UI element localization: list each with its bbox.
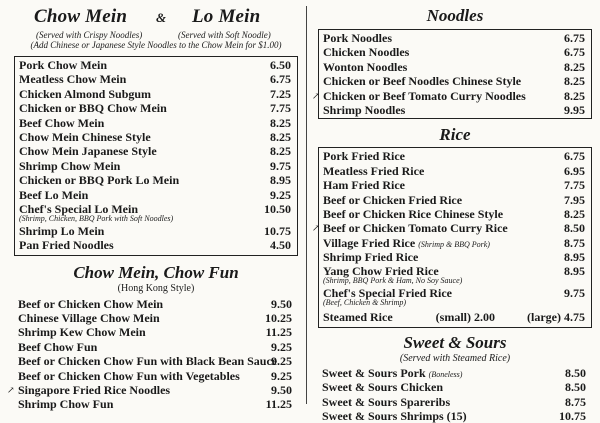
- item-price: 10.50: [264, 201, 291, 216]
- item-name-text: Sweet & Sours Chicken: [322, 380, 444, 395]
- menu-item: [15, 72, 297, 86]
- item-name-text: Beef or Chicken Rice Chinese Style: [323, 206, 504, 221]
- item-name: [19, 159, 120, 173]
- rice-list: [312, 149, 591, 308]
- item-name-text: Beef Chow Mein: [19, 115, 105, 130]
- rice-box: [312, 147, 592, 328]
- arrow-marker-icon: ↗: [312, 223, 320, 234]
- item-name: [18, 354, 277, 368]
- menu-item: [15, 101, 297, 115]
- item-subnote: (Beef, Chicken & Shrimp): [323, 298, 407, 308]
- sweet-sours-list: [318, 366, 592, 423]
- item-name-text: Beef or Chicken Chow Mein: [18, 296, 164, 311]
- item-price: 8.25: [564, 74, 585, 89]
- item-inline-note: (Boneless): [428, 369, 463, 379]
- item-name-text: Wonton Noodles: [323, 59, 408, 74]
- item-name-text: Shrimp Lo Mein: [19, 223, 105, 238]
- chow-mein-title: Chow Mein: [34, 6, 128, 27]
- column-divider: [306, 6, 307, 404]
- item-price: 8.25: [564, 88, 585, 103]
- menu-item: [319, 236, 591, 250]
- item-name-text: Pan Fried Noodles: [19, 238, 114, 253]
- item-name: [323, 45, 409, 59]
- item-name: [19, 130, 151, 144]
- item-name-text: Sweet & Sours Shrimps (15): [322, 409, 467, 423]
- item-price: 11.25: [265, 397, 292, 412]
- menu-item: [15, 238, 297, 252]
- item-name: [19, 144, 157, 158]
- item-name-text: Beef or Chicken Tomato Curry Rice: [323, 221, 508, 236]
- item-name: [323, 207, 503, 221]
- item-name: [19, 188, 88, 202]
- item-name-text: Chow Mein Japanese Style: [19, 144, 157, 159]
- item-price: 9.75: [270, 158, 291, 173]
- item-name: [18, 383, 170, 397]
- item-name: [323, 89, 526, 103]
- item-name-text: Village Fried Rice: [323, 235, 416, 250]
- item-name-text: Meatless Chow Mein: [19, 72, 127, 87]
- item-name-text: Chinese Village Chow Mein: [18, 311, 160, 326]
- item-name-text: Chef's Special Fried Rice: [323, 286, 452, 301]
- item-name-text: Beef Lo Mein: [19, 187, 89, 202]
- item-name: [19, 238, 114, 252]
- item-price: 8.50: [564, 221, 585, 236]
- right-column: [312, 0, 592, 423]
- item-price: 8.95: [270, 173, 291, 188]
- menu-item: [319, 60, 591, 74]
- chow-fun-subtitle: (Hong Kong Style): [117, 282, 195, 294]
- menu-item: [14, 340, 298, 354]
- item-price: 4.50: [270, 238, 291, 253]
- item-name-text: Singapore Fried Rice Noodles: [18, 383, 171, 398]
- item-name: [19, 101, 167, 115]
- item-name: [322, 395, 450, 409]
- lo-mein-title: Lo Mein: [192, 6, 261, 27]
- chow-fun-list: [7, 296, 298, 412]
- item-price: 8.95: [564, 250, 585, 265]
- item-price: 10.75: [559, 409, 586, 423]
- item-name-text: Chicken or BBQ Pork Lo Mein: [19, 173, 180, 188]
- item-inline-note: (Shrimp & BBQ Pork): [418, 239, 490, 249]
- item-price: 8.50: [565, 365, 586, 380]
- item-price: 7.75: [564, 178, 585, 193]
- menu-item: [312, 88, 591, 103]
- menu-item: [14, 325, 298, 339]
- item-name: [19, 224, 104, 238]
- item-price: 11.25: [265, 325, 292, 340]
- item-price: 8.25: [564, 59, 585, 74]
- item-name-text: Sweet & Sours Spareribs: [322, 394, 451, 409]
- menu-item: [319, 74, 591, 88]
- menu-item: [14, 369, 298, 383]
- item-name: [323, 60, 407, 74]
- item-price: 6.95: [564, 163, 585, 178]
- small-label: (small): [435, 310, 471, 325]
- sweet-sours-title: Sweet & Sours: [403, 332, 507, 352]
- menu-item: [318, 366, 592, 380]
- item-price: 6.75: [564, 31, 585, 45]
- item-price: 7.75: [270, 101, 291, 116]
- menu-item: [15, 87, 297, 101]
- item-name: [323, 103, 405, 117]
- item-name-text: Pork Chow Mein: [19, 58, 107, 72]
- item-name: [18, 340, 97, 354]
- item-price: 9.25: [271, 354, 292, 369]
- item-price: 8.25: [270, 115, 291, 130]
- item-name: [323, 193, 462, 207]
- menu-item: [15, 202, 297, 224]
- menu-item: [319, 178, 591, 192]
- item-price: 6.75: [564, 45, 585, 60]
- item-name: [323, 178, 405, 192]
- item-price: 9.75: [564, 286, 585, 301]
- item-name-text: Beef Chow Fun: [18, 339, 98, 354]
- left-column: [7, 0, 298, 412]
- item-name: [322, 409, 467, 423]
- item-price: 9.95: [564, 102, 585, 117]
- item-name-text: Shrimp Noodles: [323, 102, 406, 117]
- menu-item: [318, 395, 592, 409]
- item-name-text: Chicken Almond Subgum: [19, 86, 152, 101]
- item-name-text: Chicken or BBQ Chow Mein: [19, 101, 167, 116]
- item-name: [18, 325, 146, 339]
- item-name: [19, 173, 179, 187]
- menu-item: [319, 264, 591, 286]
- item-name: [18, 311, 160, 325]
- item-name-text: Pork Fried Rice: [323, 149, 405, 164]
- steamed-rice-name: Steamed Rice: [323, 310, 393, 325]
- chow-fun-title: Chow Mein, Chow Fun: [73, 262, 239, 282]
- steamed-rice-small: [436, 310, 495, 324]
- menu-item: [319, 45, 591, 59]
- item-name: [323, 149, 405, 163]
- item-name-text: Yang Chow Fried Rice: [323, 264, 439, 279]
- item-name: [323, 164, 424, 178]
- item-name: [323, 221, 508, 235]
- add-noodles-note: (Add Chinese or Japanese Style Noodles to the Chow Mein for $1.00): [30, 40, 282, 50]
- item-price: 10.25: [265, 311, 292, 326]
- item-price: 9.50: [271, 296, 292, 311]
- item-name: [323, 250, 418, 264]
- sweet-sours-subtitle: (Served with Steamed Rice): [399, 352, 511, 364]
- item-price: 9.25: [271, 339, 292, 354]
- menu-item: [319, 103, 591, 117]
- item-price: 7.25: [270, 86, 291, 101]
- item-name-text: Sweet & Sours Pork: [322, 365, 426, 380]
- ampersand: &: [156, 10, 167, 25]
- item-name-text: Chicken or Beef Noodles Chinese Style: [323, 74, 522, 89]
- chow-mein-note: (Served with Crispy Noodles): [36, 30, 143, 40]
- item-price: 6.75: [564, 149, 585, 164]
- menu-item: [15, 144, 297, 158]
- item-name-text: Meatless Fried Rice: [323, 163, 425, 178]
- menu-item: [14, 311, 298, 325]
- menu-item: [14, 297, 298, 311]
- small-price: 2.00: [474, 310, 495, 325]
- menu-item: [319, 149, 591, 163]
- menu-item: [319, 193, 591, 207]
- item-name-text: Shrimp Kew Chow Mein: [18, 325, 146, 340]
- item-name: [322, 380, 443, 394]
- item-name-text: Chicken Noodles: [323, 45, 410, 60]
- chow-mein-list: [14, 56, 298, 256]
- menu-item: [15, 188, 297, 202]
- item-price: 8.25: [270, 129, 291, 144]
- item-name: [323, 74, 521, 88]
- menu-item: [15, 130, 297, 144]
- item-subnote: (Shrimp, BBQ Pork & Ham, No Soy Sauce): [323, 276, 463, 286]
- menu-item: [14, 354, 298, 368]
- menu-item: [318, 380, 592, 394]
- item-price: 8.75: [565, 394, 586, 409]
- item-name-text: Chow Mein Chinese Style: [19, 129, 151, 144]
- item-name-text: Beef or Chicken Chow Fun with Black Bean Sauce: [18, 354, 278, 369]
- noodles-title: Noodles: [426, 6, 484, 25]
- steamed-rice-row: [319, 310, 591, 324]
- item-name-text: Shrimp Fried Rice: [323, 250, 419, 265]
- item-name-text: Pork Noodles: [323, 31, 392, 45]
- menu-item: [15, 159, 297, 173]
- item-price: 8.50: [565, 380, 586, 395]
- item-price: 9.50: [271, 383, 292, 398]
- noodles-list: [312, 29, 592, 119]
- large-price: 4.75: [564, 310, 585, 325]
- item-name-text: Chicken or Beef Tomato Curry Noodles: [323, 88, 526, 103]
- item-name: [18, 369, 240, 383]
- rice-title: Rice: [439, 125, 471, 145]
- menu-item: [319, 207, 591, 221]
- item-subnote: (Shrimp, Chicken, BBQ Pork with Soft Noodles): [19, 213, 174, 223]
- item-name: [19, 87, 151, 101]
- item-name: [19, 116, 104, 130]
- item-price: 6.50: [270, 58, 291, 72]
- menu-item: [318, 409, 592, 423]
- item-price: 8.95: [564, 264, 585, 279]
- arrow-marker-icon: ↗: [7, 385, 15, 396]
- item-price: 7.95: [564, 192, 585, 207]
- steamed-rice-large: [527, 310, 585, 324]
- menu-item: [319, 31, 591, 45]
- menu-item: [7, 383, 298, 398]
- item-price: 9.25: [270, 187, 291, 202]
- large-label: (large): [527, 310, 561, 325]
- menu-item: [15, 116, 297, 130]
- item-name-text: Beef or Chicken Chow Fun with Vegetables: [18, 368, 240, 383]
- item-price: 10.75: [264, 223, 291, 238]
- item-name: [19, 58, 107, 72]
- lo-mein-note: (Served with Soft Noodle): [178, 30, 271, 40]
- menu-item: [319, 164, 591, 178]
- menu-item: [312, 221, 591, 236]
- item-name-text: Ham Fried Rice: [323, 178, 405, 193]
- item-name: [19, 72, 126, 86]
- menu-item: [15, 224, 297, 238]
- arrow-marker-icon: ↗: [312, 90, 320, 101]
- item-name: [18, 297, 163, 311]
- item-name-text: Beef or Chicken Fried Rice: [323, 192, 463, 207]
- menu-item: [319, 250, 591, 264]
- item-name-text: Chef's Special Lo Mein: [19, 201, 138, 216]
- item-name-text: Shrimp Chow Fun: [18, 397, 114, 412]
- item-name-text: Shrimp Chow Mein: [19, 158, 121, 173]
- item-price: 6.75: [270, 72, 291, 87]
- item-price: 9.25: [271, 368, 292, 383]
- chow-mein-lo-mein-header: [14, 6, 298, 30]
- item-price: 8.25: [270, 144, 291, 159]
- item-price: 8.25: [564, 206, 585, 221]
- item-name: [323, 31, 392, 45]
- menu-item: [319, 286, 591, 308]
- item-price: 8.75: [564, 235, 585, 250]
- menu-item: [15, 173, 297, 187]
- menu-item: [15, 58, 297, 72]
